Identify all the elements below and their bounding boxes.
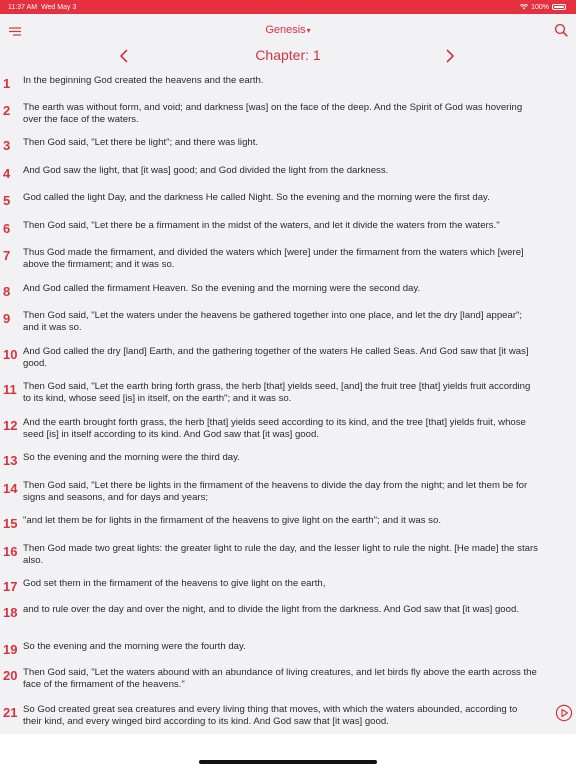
verse-text: God called the light Day, and the darkness He called Night. So the evening and the morning were the first day.	[23, 192, 490, 203]
play-icon[interactable]	[555, 704, 573, 722]
verse-text: And God saw the light, that [it was] good; and God divided the light from the darkness.	[23, 165, 389, 176]
verse-text: Then God said, "Let there be light"; and there was light.	[23, 137, 259, 148]
verse-text: "and let them be for lights in the firmament of the heavens to give light on the earth"; and it was so.	[23, 515, 441, 526]
battery-percent: 100%	[531, 3, 549, 11]
verse-number: 21	[3, 705, 18, 720]
verse-number: 7	[3, 248, 11, 263]
verse-text: So the evening and the morning were the third day.	[23, 452, 240, 463]
verse-number: 2	[3, 103, 11, 118]
verse-text: Thus God made the firmament, and divided the waters which [were] under the firmament from the waters which [were] above the firmament; and it was so.	[23, 247, 524, 270]
status-date: Wed May 3	[41, 3, 77, 11]
verse-number: 10	[3, 347, 18, 362]
search-icon[interactable]	[554, 23, 568, 37]
bottom-bar	[0, 734, 576, 768]
verse-text: God set them in the firmament of the heavens to give light on the earth,	[23, 578, 326, 589]
verse-text: The earth was without form, and void; and darkness [was] on the face of the deep. And the Spirit of God was hovering over the face of the waters.	[23, 102, 523, 125]
verse-text: Then God made two great lights: the greater light to rule the day, and the lesser light to rule the night. [He made] the stars also.	[23, 543, 538, 566]
verse-text: and to rule over the day and over the night, and to divide the light from the darkness. And God saw that [it was] good.	[23, 604, 519, 615]
caret-down-icon: ▾	[306, 26, 311, 35]
verse-number: 20	[3, 668, 18, 683]
chevron-right-icon[interactable]	[445, 48, 455, 64]
nav-bar	[0, 14, 576, 48]
verse-number: 6	[3, 221, 11, 236]
verse-text: And God called the dry [land] Earth, and the gathering together of the waters He called Seas. And God saw that [it was] good.	[23, 346, 529, 369]
verse-number: 14	[3, 481, 18, 496]
verse-number: 8	[3, 284, 11, 299]
verse-text: And God called the firmament Heaven. So the evening and the morning were the second day.	[23, 283, 421, 294]
chapter-label: Chapter: 1	[255, 47, 321, 63]
verse-number: 15	[3, 516, 18, 531]
verse-number: 18	[3, 605, 18, 620]
verse-text: Then God said, "Let the waters abound with an abundance of living creatures, and let birds fly above the earth across the face of the firmament of the heavens."	[23, 667, 537, 690]
verse-number: 19	[3, 642, 18, 657]
book-selector[interactable]	[0, 24, 576, 36]
battery-icon	[552, 4, 566, 10]
verse-list	[0, 70, 576, 734]
verse-number: 16	[3, 544, 18, 559]
verse-text: Then God said, "Let the waters under the heavens be gathered together into one place, and let the dry [land] appear"; and it was so.	[23, 310, 523, 333]
verse-text: So the evening and the morning were the fourth day.	[23, 641, 246, 652]
verse-text: Then God said, "Let there be lights in the firmament of the heavens to divide the day from the night; and let them be for signs and seasons, and for days and years;	[23, 480, 528, 503]
book-title: Genesis	[265, 24, 306, 36]
home-indicator	[199, 760, 377, 764]
verse-text: In the beginning God created the heavens and the earth.	[23, 75, 264, 86]
wifi-icon	[520, 4, 528, 10]
verse-text: So God created great sea creatures and every living thing that moves, with which the waters abounded, according to their kind, and every winged bird according to its kind. And God saw that [it was] good.	[23, 704, 518, 727]
verse-text: Then God said, "Let the earth bring forth grass, the herb [that] yields seed, [and] the fruit tree [that] yields fruit according to its kind, whose seed [is] in itself, on the earth"; and it was so.	[23, 381, 531, 404]
verse-number: 13	[3, 453, 18, 468]
verse-number: 12	[3, 418, 18, 433]
verse-number: 5	[3, 193, 11, 208]
chapter-navigation	[0, 44, 576, 68]
verse-number: 17	[3, 579, 18, 594]
verse-number: 1	[3, 76, 11, 91]
verse-number: 11	[3, 382, 17, 397]
verse-number: 3	[3, 138, 11, 153]
battery-level	[554, 6, 564, 8]
verse-text: And the earth brought forth grass, the herb [that] yields seed according to its kind, and the tree [that] yields fruit, whose seed [is] in itself according to its kind. And God saw that [it was] good.	[23, 417, 526, 440]
verse-number: 4	[3, 166, 11, 181]
status-bar	[0, 0, 576, 14]
verse-number: 9	[3, 311, 11, 326]
verse-text: Then God said, "Let there be a firmament in the midst of the waters, and let it divide the waters from the waters."	[23, 220, 500, 231]
status-time: 11:37 AM	[8, 3, 38, 11]
